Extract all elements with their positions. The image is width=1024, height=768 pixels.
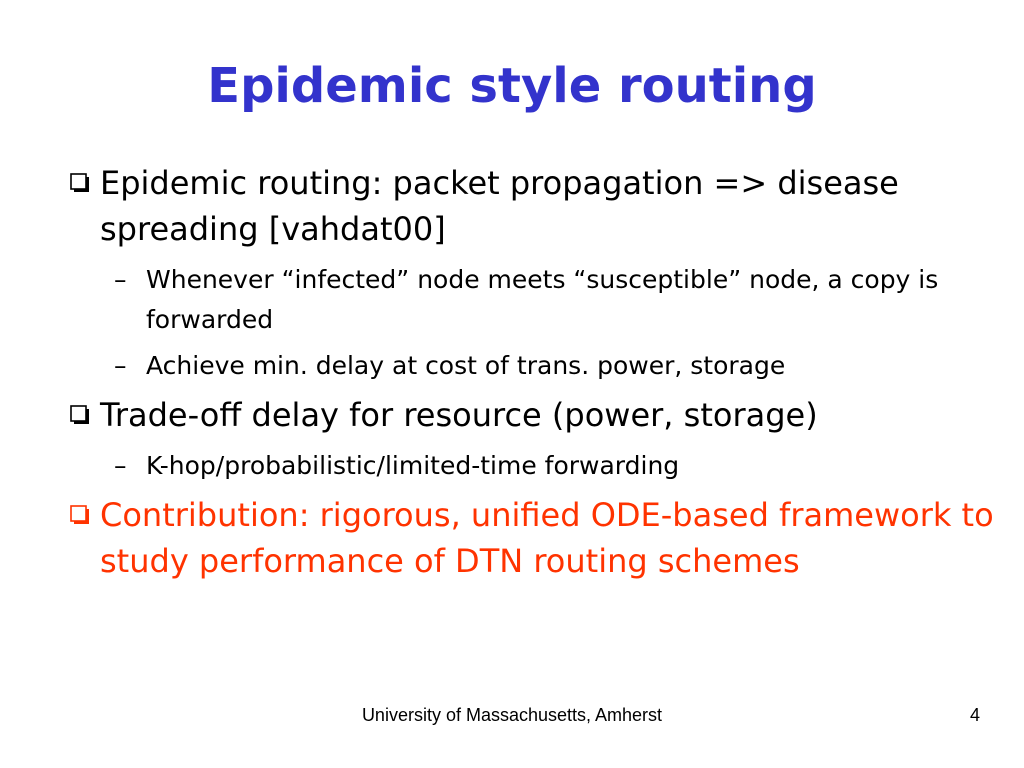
sub-item-2-1-text: K-hop/probabilistic/limited-time forwarding <box>146 451 680 480</box>
bullet-item-3-text: Contribution: rigorous, unified ODE-based framework to study performance of DTN routing schemes <box>100 496 994 580</box>
dash-marker: – <box>114 265 127 294</box>
page-number: 4 <box>969 705 980 725</box>
checkbox-square-icon <box>70 173 90 193</box>
dash-marker: – <box>114 351 127 380</box>
slide-footer: University of Massachusetts, Amherst <box>361 705 663 725</box>
dash-marker: – <box>114 451 127 480</box>
checkbox-square-icon <box>70 405 90 425</box>
slide-content <box>70 160 1000 592</box>
slide-title: Epidemic style routing <box>207 58 817 114</box>
sub-item-1-2 <box>70 346 1000 386</box>
sub-item-1-1 <box>70 260 1000 340</box>
checkbox-square-icon <box>70 505 90 525</box>
bullet-item-1-text: Epidemic routing: packet propagation => disease spreading [vahdat00] <box>100 164 899 248</box>
bullet-item-1 <box>70 160 1000 252</box>
sub-item-1-1-text: Whenever “infected” node meets “susceptible” node, a copy is forwarded <box>146 265 939 334</box>
sub-item-2-1 <box>70 446 1000 486</box>
bullet-item-2 <box>70 392 1000 438</box>
bullet-item-3 <box>70 492 1000 584</box>
bullet-item-2-text: Trade-off delay for resource (power, storage) <box>100 396 818 434</box>
sub-item-1-2-text: Achieve min. delay at cost of trans. power, storage <box>146 351 786 380</box>
